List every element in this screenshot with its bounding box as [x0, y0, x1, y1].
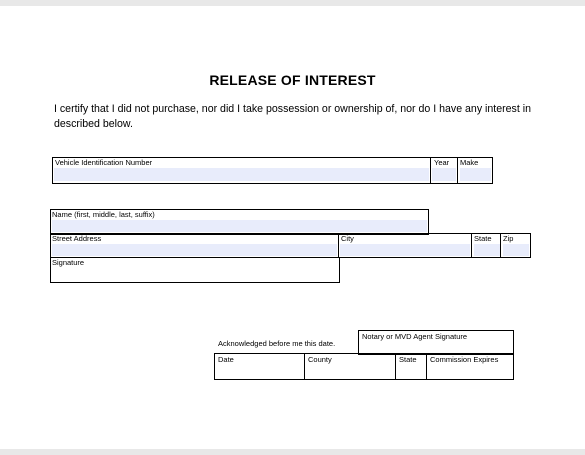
- zip-field[interactable]: [503, 244, 529, 256]
- notary-divider-county: [304, 353, 305, 380]
- signature-box: [50, 257, 340, 283]
- street-address-label: Street Address: [52, 234, 102, 243]
- notary-county-field[interactable]: [307, 365, 393, 377]
- state-field[interactable]: [474, 244, 500, 256]
- make-label: Make: [460, 158, 479, 167]
- vin-field[interactable]: [54, 168, 429, 181]
- zip-label: Zip: [503, 234, 514, 243]
- state-label: State: [474, 234, 492, 243]
- address-divider-zip: [500, 233, 501, 258]
- make-field[interactable]: [460, 168, 491, 181]
- name-field[interactable]: [52, 220, 427, 232]
- notary-divider-state: [395, 353, 396, 380]
- form-page: [0, 6, 585, 449]
- vehicle-divider-make: [457, 157, 458, 184]
- year-label: Year: [434, 158, 450, 167]
- vin-label: Vehicle Identification Number: [55, 158, 153, 167]
- signature-label: Signature: [52, 258, 85, 267]
- commission-expires-label: Commission Expires: [430, 355, 499, 364]
- notary-state-label: State: [399, 355, 417, 364]
- address-divider-state: [471, 233, 472, 258]
- street-address-field[interactable]: [52, 244, 337, 256]
- notary-county-label: County: [308, 355, 332, 364]
- commission-expires-field[interactable]: [430, 365, 511, 377]
- acknowledgement-text: Acknowledged before me this date.: [218, 339, 336, 348]
- form-title: RELEASE OF INTEREST: [209, 72, 376, 88]
- notary-signature-field[interactable]: [360, 341, 512, 353]
- notary-date-label: Date: [218, 355, 234, 364]
- notary-state-field[interactable]: [398, 365, 426, 377]
- vehicle-divider-year: [430, 157, 431, 184]
- city-label: City: [341, 234, 354, 243]
- address-box: [50, 233, 531, 258]
- address-divider-city: [338, 233, 339, 258]
- city-field[interactable]: [340, 244, 470, 256]
- notary-date-field[interactable]: [217, 365, 302, 377]
- notary-divider-commission: [426, 353, 427, 380]
- year-field[interactable]: [432, 168, 456, 181]
- notary-signature-label: Notary or MVD Agent Signature: [362, 332, 468, 341]
- signature-field[interactable]: [52, 268, 337, 280]
- name-label: Name (first, middle, last, suffix): [52, 210, 155, 219]
- certification-statement: I certify that I did not purchase, nor did I take possession or ownership of, nor do I have any interest in described below.: [54, 103, 531, 130]
